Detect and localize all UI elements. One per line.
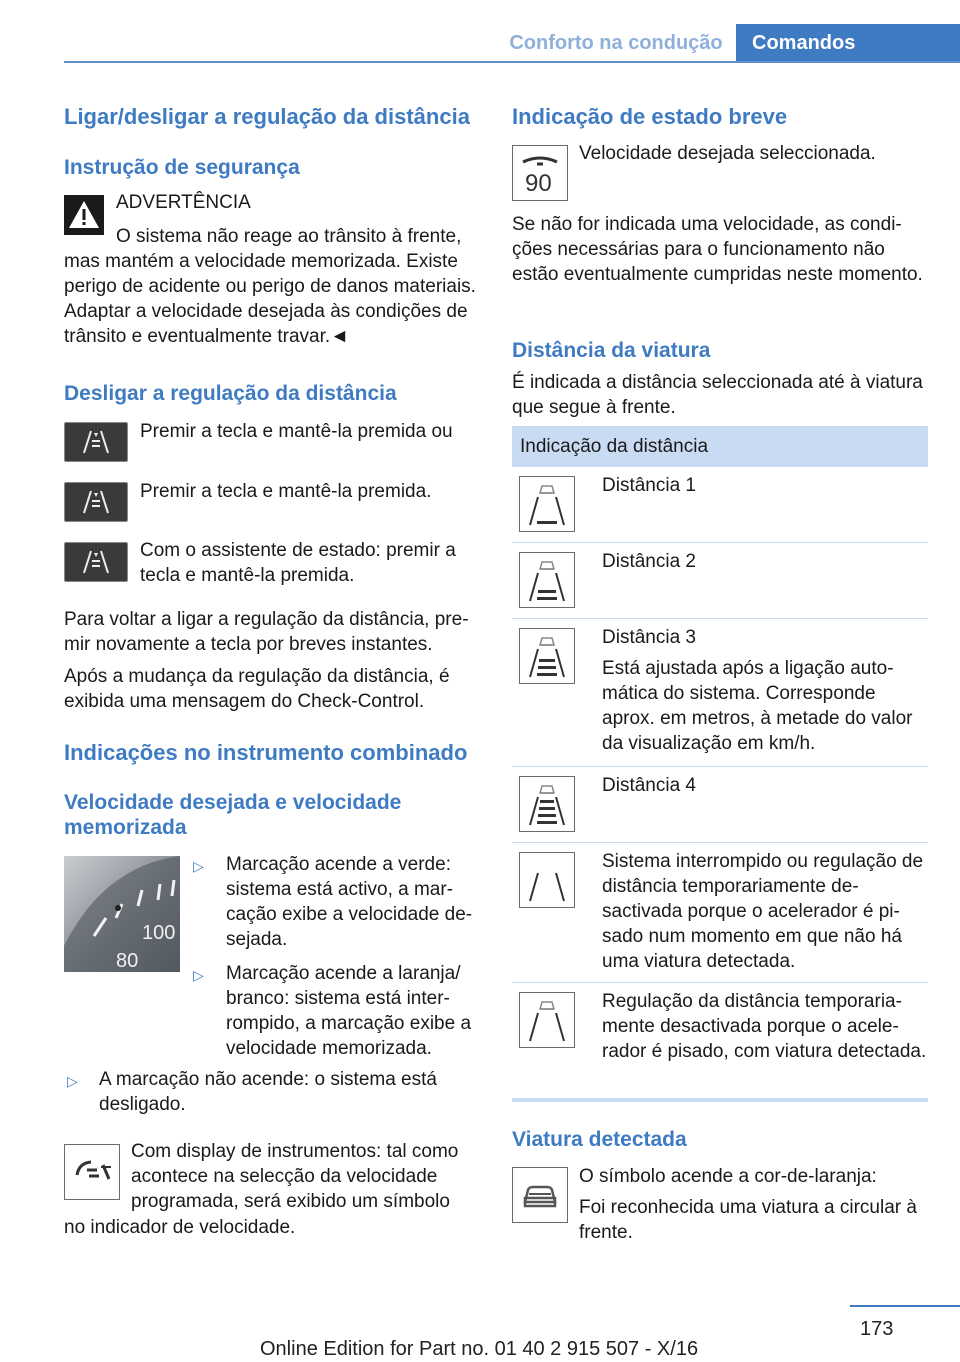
table-cell-line: Regulação da distância temporariamente desactivada porque o acelerador é pisado, com viatura detectada.: [602, 991, 927, 1062]
distance-symbol-icon: [519, 552, 575, 608]
warning-text-first: O sistema não reage ao trânsito à frente,: [116, 226, 462, 247]
distance-key-icon: [64, 542, 128, 582]
distance-symbol-icon: [519, 992, 575, 1048]
vehicle-detected-icon: [512, 1167, 568, 1223]
heading-vehicle-distance: Distância da viatura: [512, 339, 711, 362]
table-row: [512, 543, 928, 619]
table-row-text: [602, 549, 928, 580]
heading-distance-control: Ligar/desligar a regulação da distância: [64, 104, 470, 129]
cruise-display-icon: [64, 1144, 120, 1200]
table-row: [512, 767, 928, 843]
distance-symbol-icon: [519, 852, 575, 908]
key2-instruction: Premir a tecla e mantê-la premida.: [140, 481, 432, 502]
key1-instruction: Premir a tecla e mantê-la premida ou: [140, 421, 453, 442]
header-section-title: Conforto na condução: [509, 31, 723, 54]
gauge-label-100: 100: [142, 922, 176, 944]
table-row: [512, 983, 928, 1098]
speed-set-icon: [512, 145, 568, 201]
triangle-bullet-icon: ▷: [67, 1073, 78, 1089]
table-header: Indicação da distância: [512, 426, 928, 467]
table-cell-line: Distância 1: [602, 475, 696, 496]
table-row: [512, 843, 928, 983]
table-cell-line: Sistema interrompido ou regulação de distância temporariamente desactivada porque o acelerador é pisado num momento em que não há uma viatura detectada.: [602, 851, 924, 972]
paragraph-switch-on: Para voltar a ligar a regulação da distância, premir novamente a tecla por breves instantes.: [64, 609, 469, 655]
distance-symbol-icon: [519, 628, 575, 684]
heading-brief-status: Indicação de estado breve: [512, 104, 788, 129]
warning-label: ADVERTÊNCIA: [116, 192, 251, 213]
table-row-text: [602, 473, 928, 504]
warning-text-body: mas mantém a velocidade memorizada. Existe perigo de acidente ou perigo de danos materiais. Adaptar a velocidade desejada às condições de trânsito e eventualmente travar.◄: [64, 251, 476, 347]
header-rule: [64, 61, 960, 63]
display-text: Com display de instrumentos: tal como acontece na selecção da velocidade programada, será exibido um símbolo: [131, 1141, 459, 1212]
page-number: 173: [860, 1318, 894, 1340]
vehicle-line1: O símbolo acende a cor-de-laranja:: [579, 1166, 877, 1187]
header-chapter-tab: Comandos: [736, 24, 960, 63]
table-row: [512, 467, 928, 543]
table-row-text: [602, 773, 928, 804]
table-cell-line: Distância 4: [602, 775, 696, 796]
paragraph-check-control: Após a mudança da regulação da distância, é exibida uma mensagem do Check-Control.: [64, 666, 450, 712]
speed-icon-value: 90: [525, 170, 552, 197]
table-row-text: [602, 625, 928, 762]
list-item: Marcação acende a verde: sistema está activo, a marcação exibe a velocidade desejada.: [226, 854, 473, 950]
gauge-label-80: 80: [116, 950, 139, 972]
warning-icon: [64, 195, 104, 235]
display-text-continued: no indicador de velocidade.: [64, 1217, 296, 1238]
table-cell-line: Está ajustada após a ligação automática do sistema. Corresponde aprox. em metros, à metade do valor da visualização em km/h.: [602, 658, 913, 754]
list-item: Marcação acende a laranja/ branco: sistema está interrompido, a marcação exibe a velocidade memorizada.: [226, 963, 472, 1059]
triangle-bullet-icon: ▷: [193, 858, 204, 874]
paragraph-no-speed: Se não for indicada uma velocidade, as condições necessárias para o funcionamento não estão eventualmente cumpridas neste momento.: [512, 214, 923, 285]
key3-instruction: Com o assistente de estado: premir a tecla e mantê-la premida.: [140, 540, 456, 586]
table-bottom-rule: [512, 1098, 928, 1102]
heading-safety: Instrução de segurança: [64, 156, 300, 179]
table-cell-line: Distância 3: [602, 627, 696, 648]
footer-rule: [850, 1305, 960, 1307]
triangle-bullet-icon: ▷: [193, 967, 204, 983]
speedometer-image: [64, 856, 180, 972]
distance-key-icon: [64, 422, 128, 462]
list-item: A marcação não acende: o sistema está desligado.: [99, 1069, 437, 1115]
vehicle-line2: Foi reconhecida uma viatura a circular à frente.: [579, 1197, 917, 1243]
table-row-text: [602, 849, 928, 980]
paragraph-distance: É indicada a distância seleccionada até à viatura que segue à frente.: [512, 372, 923, 418]
heading-instrument-cluster: Indicações no instrumento combinado: [64, 740, 468, 765]
heading-switch-off: Desligar a regulação da distância: [64, 382, 397, 405]
speed-selected-text: Velocidade desejada seleccionada.: [579, 143, 876, 164]
distance-symbol-icon: [519, 776, 575, 832]
distance-key-icon: [64, 482, 128, 522]
heading-desired-speed: Velocidade desejada e velocidade memorizada: [64, 791, 402, 839]
edition-note: Online Edition for Part no. 01 40 2 915 507 - X/16: [260, 1338, 699, 1360]
distance-symbol-icon: [519, 476, 575, 532]
table-row-text: [602, 989, 928, 1070]
table-row: [512, 619, 928, 767]
table-cell-line: Distância 2: [602, 551, 696, 572]
heading-vehicle-detected: Viatura detectada: [512, 1128, 687, 1151]
